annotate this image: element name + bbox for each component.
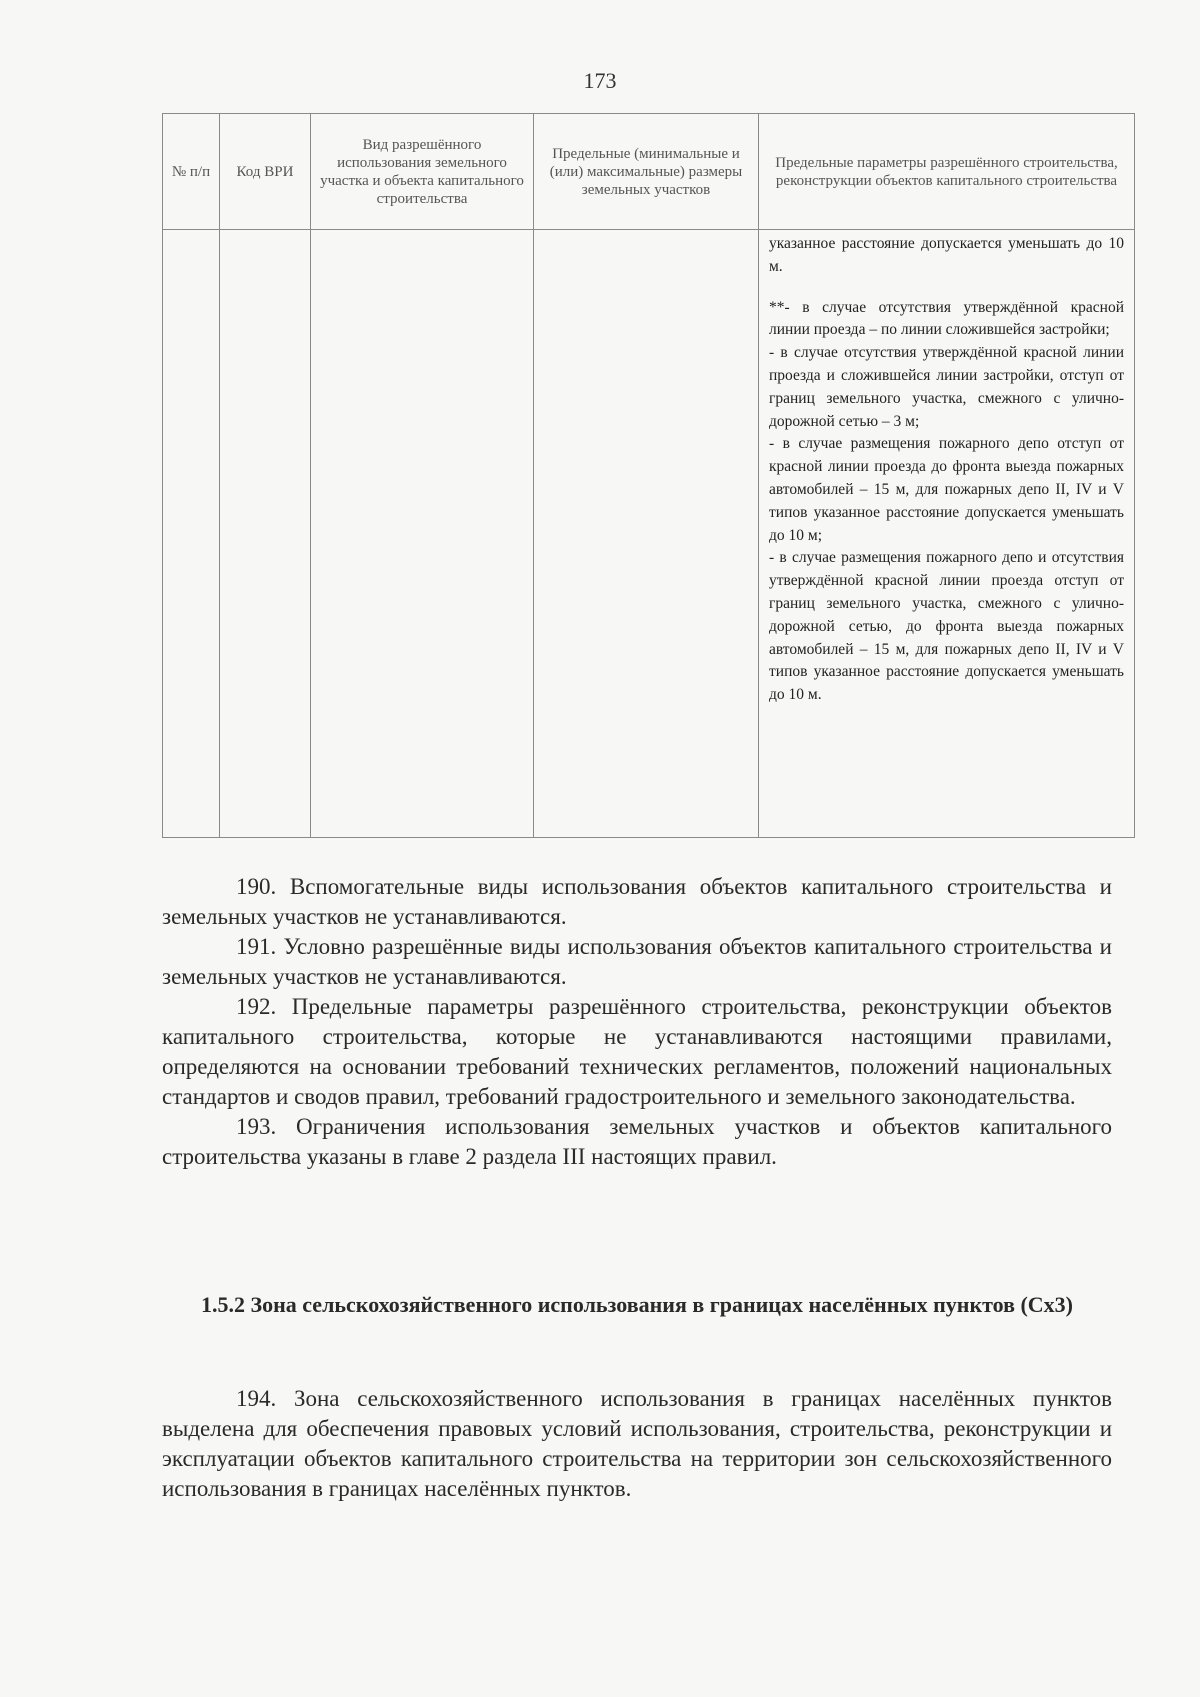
cell-code xyxy=(220,230,311,838)
section-heading: 1.5.2 Зона сельскохозяйственного использования в границах населённых пунктов (Сх3) xyxy=(200,1292,1074,1317)
paragraph-190: 190. Вспомогательные виды использования объектов капитального строительства и земельных участков не устанавливаются. xyxy=(162,874,1112,929)
body-paragraphs xyxy=(162,872,1112,1172)
table-row xyxy=(163,230,1135,838)
section-body xyxy=(162,1384,1112,1504)
paragraph-194: 194. Зона сельскохозяйственного использования в границах населённых пунктов выделена для обеспечения правовых условий использования, строительства, реконструкции и эксплуатации объектов капитального строительства на территории зон сельскохозяйственного использования в границах населённых пунктов. xyxy=(162,1386,1112,1501)
paragraph-191: 191. Условно разрешённые виды использования объектов капитального строительства и земельных участков не устанавливаются. xyxy=(162,934,1112,989)
cell-paragraph: - в случае размещения пожарного депо и отсутствия утверждённой красной линии проезда отступ от границ земельного участка, смежного с улично-дорожной сетью, до фронта выезда пожарных автомобилей – 15 м, для пожарных депо II, IV и V типов указанное расстояние допускается уменьшать до 10 м. xyxy=(769,549,1124,704)
cell-plot-sizes xyxy=(534,230,759,838)
paragraph-192: 192. Предельные параметры разрешённого строительства, реконструкции объектов капитального строительства, которые не устанавливаются настоящими правилами, определяются на основании требований технических регламентов, положений национальных стандартов и сводов правил, требований градостроительного и земельного законодательства. xyxy=(162,994,1112,1109)
page-number: 173 xyxy=(583,68,617,93)
header-plot-sizes: Предельные (минимальные и (или) максимальные) размеры земельных участков xyxy=(534,114,759,230)
header-construction-params: Предельные параметры разрешённого строительства, реконструкции объектов капитального строительства xyxy=(759,114,1135,230)
cell-number xyxy=(163,230,220,838)
paragraph-193: 193. Ограничения использования земельных участков и объектов капитального строительства указаны в главе 2 раздела III настоящих правил. xyxy=(162,1114,1112,1169)
header-number: № п/п xyxy=(163,114,220,230)
cell-paragraph: - в случае отсутствия утверждённой красной линии проезда и сложившейся линии застройки, отступ от границ земельного участка, смежного с улично-дорожной сетью – 3 м; xyxy=(769,344,1124,430)
cell-use-type xyxy=(311,230,534,838)
cell-paragraph: **- в случае отсутствия утверждённой красной линии проезда – по линии сложившейся застройки; xyxy=(769,298,1124,339)
parameters-table xyxy=(162,113,1135,838)
header-code: Код ВРИ xyxy=(220,114,311,230)
header-use-type: Вид разрешённого использования земельного участка и объекта капитального строительства xyxy=(311,114,534,230)
cell-paragraph: - в случае размещения пожарного депо отступ от красной линии проезда до фронта выезда пожарных автомобилей – 15 м, для пожарных депо II, IV и V типов указанное расстояние допускается уменьшать до 10 м; xyxy=(769,435,1124,544)
table-header-row xyxy=(163,114,1135,230)
cell-construction-params xyxy=(759,230,1135,838)
cell-paragraph: указанное расстояние допускается уменьшать до 10 м. xyxy=(769,235,1124,275)
